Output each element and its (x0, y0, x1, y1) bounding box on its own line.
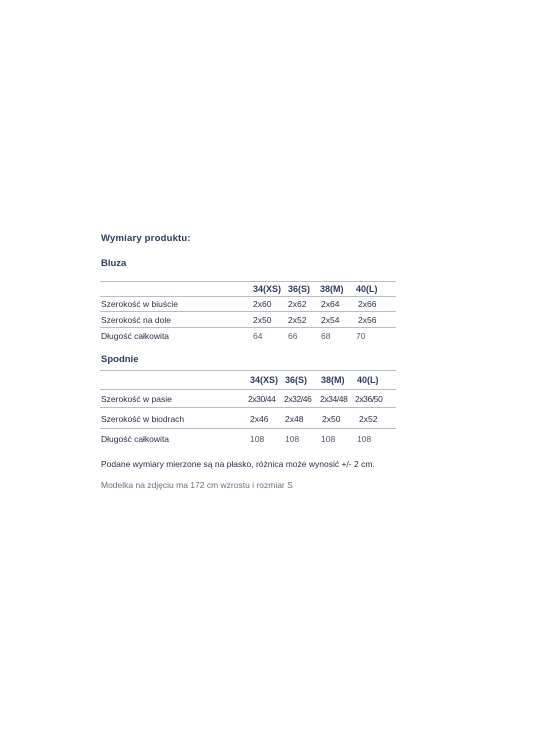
table-cell: 2x52 (288, 315, 307, 325)
table-cell: 2x60 (253, 299, 272, 309)
bluza-size-header: 36(S) (288, 284, 311, 294)
table-cell: 108 (321, 434, 336, 444)
table-cell: 2x34/48 (320, 394, 348, 404)
table-cell: 2x46 (250, 414, 269, 424)
spodnie-section-title: Spodnie (101, 354, 139, 365)
table-cell: 2x66 (358, 299, 377, 309)
bluza-row-label: Długość całkowita (101, 331, 170, 341)
model-note: Modelka na zdjęciu ma 172 cm wzrostu i rozmiar S (101, 480, 293, 490)
table-cell: 108 (285, 434, 300, 444)
bluza-section-title: Bluza (101, 258, 127, 269)
bluza-size-header: 38(M) (320, 284, 344, 294)
bluza-top-divider (100, 281, 396, 282)
spodnie-top-divider (100, 370, 396, 371)
table-cell: 2x32/46 (284, 394, 312, 404)
table-cell: 108 (357, 434, 372, 444)
bluza-size-header: 40(L) (356, 284, 378, 294)
table-cell: 108 (250, 434, 265, 444)
table-cell: 2x30/44 (248, 394, 276, 404)
row-divider (100, 327, 396, 328)
table-cell: 2x48 (285, 414, 304, 424)
table-cell: 2x62 (288, 299, 307, 309)
page-heading: Wymiary produktu: (101, 233, 191, 244)
spodnie-row-label: Długość całkowita (101, 434, 170, 444)
table-cell: 2x50 (253, 315, 272, 325)
table-cell: 2x56 (358, 315, 377, 325)
row-divider (100, 311, 396, 312)
measurement-note: Podane wymiary mierzone są na płasko, różnica może wynosić +/- 2 cm. (101, 459, 375, 469)
table-cell: 66 (288, 331, 298, 341)
spodnie-size-header: 40(L) (357, 375, 379, 385)
spodnie-size-header: 38(M) (321, 375, 345, 385)
table-cell: 64 (253, 331, 263, 341)
spodnie-size-header: 36(S) (285, 375, 308, 385)
bluza-row-label: Szerokość na dole (101, 315, 171, 325)
bluza-header-divider (100, 296, 396, 297)
table-cell: 2x36/50 (355, 394, 383, 404)
spodnie-header-divider (100, 389, 396, 390)
table-cell: 2x54 (321, 315, 340, 325)
bluza-row-label: Szerokość w biuście (101, 299, 179, 309)
table-cell: 2x52 (359, 414, 378, 424)
spodnie-row-label: Szerokość w pasie (101, 394, 172, 404)
bluza-size-header: 34(XS) (253, 284, 282, 294)
table-cell: 2x64 (321, 299, 340, 309)
table-cell: 2x50 (322, 414, 341, 424)
table-cell: 70 (356, 331, 366, 341)
spodnie-row-label: Szerokość w biodrach (101, 414, 185, 424)
spodnie-size-header: 34(XS) (250, 375, 279, 385)
row-divider (100, 428, 396, 429)
row-divider (100, 407, 396, 408)
table-cell: 68 (321, 331, 331, 341)
